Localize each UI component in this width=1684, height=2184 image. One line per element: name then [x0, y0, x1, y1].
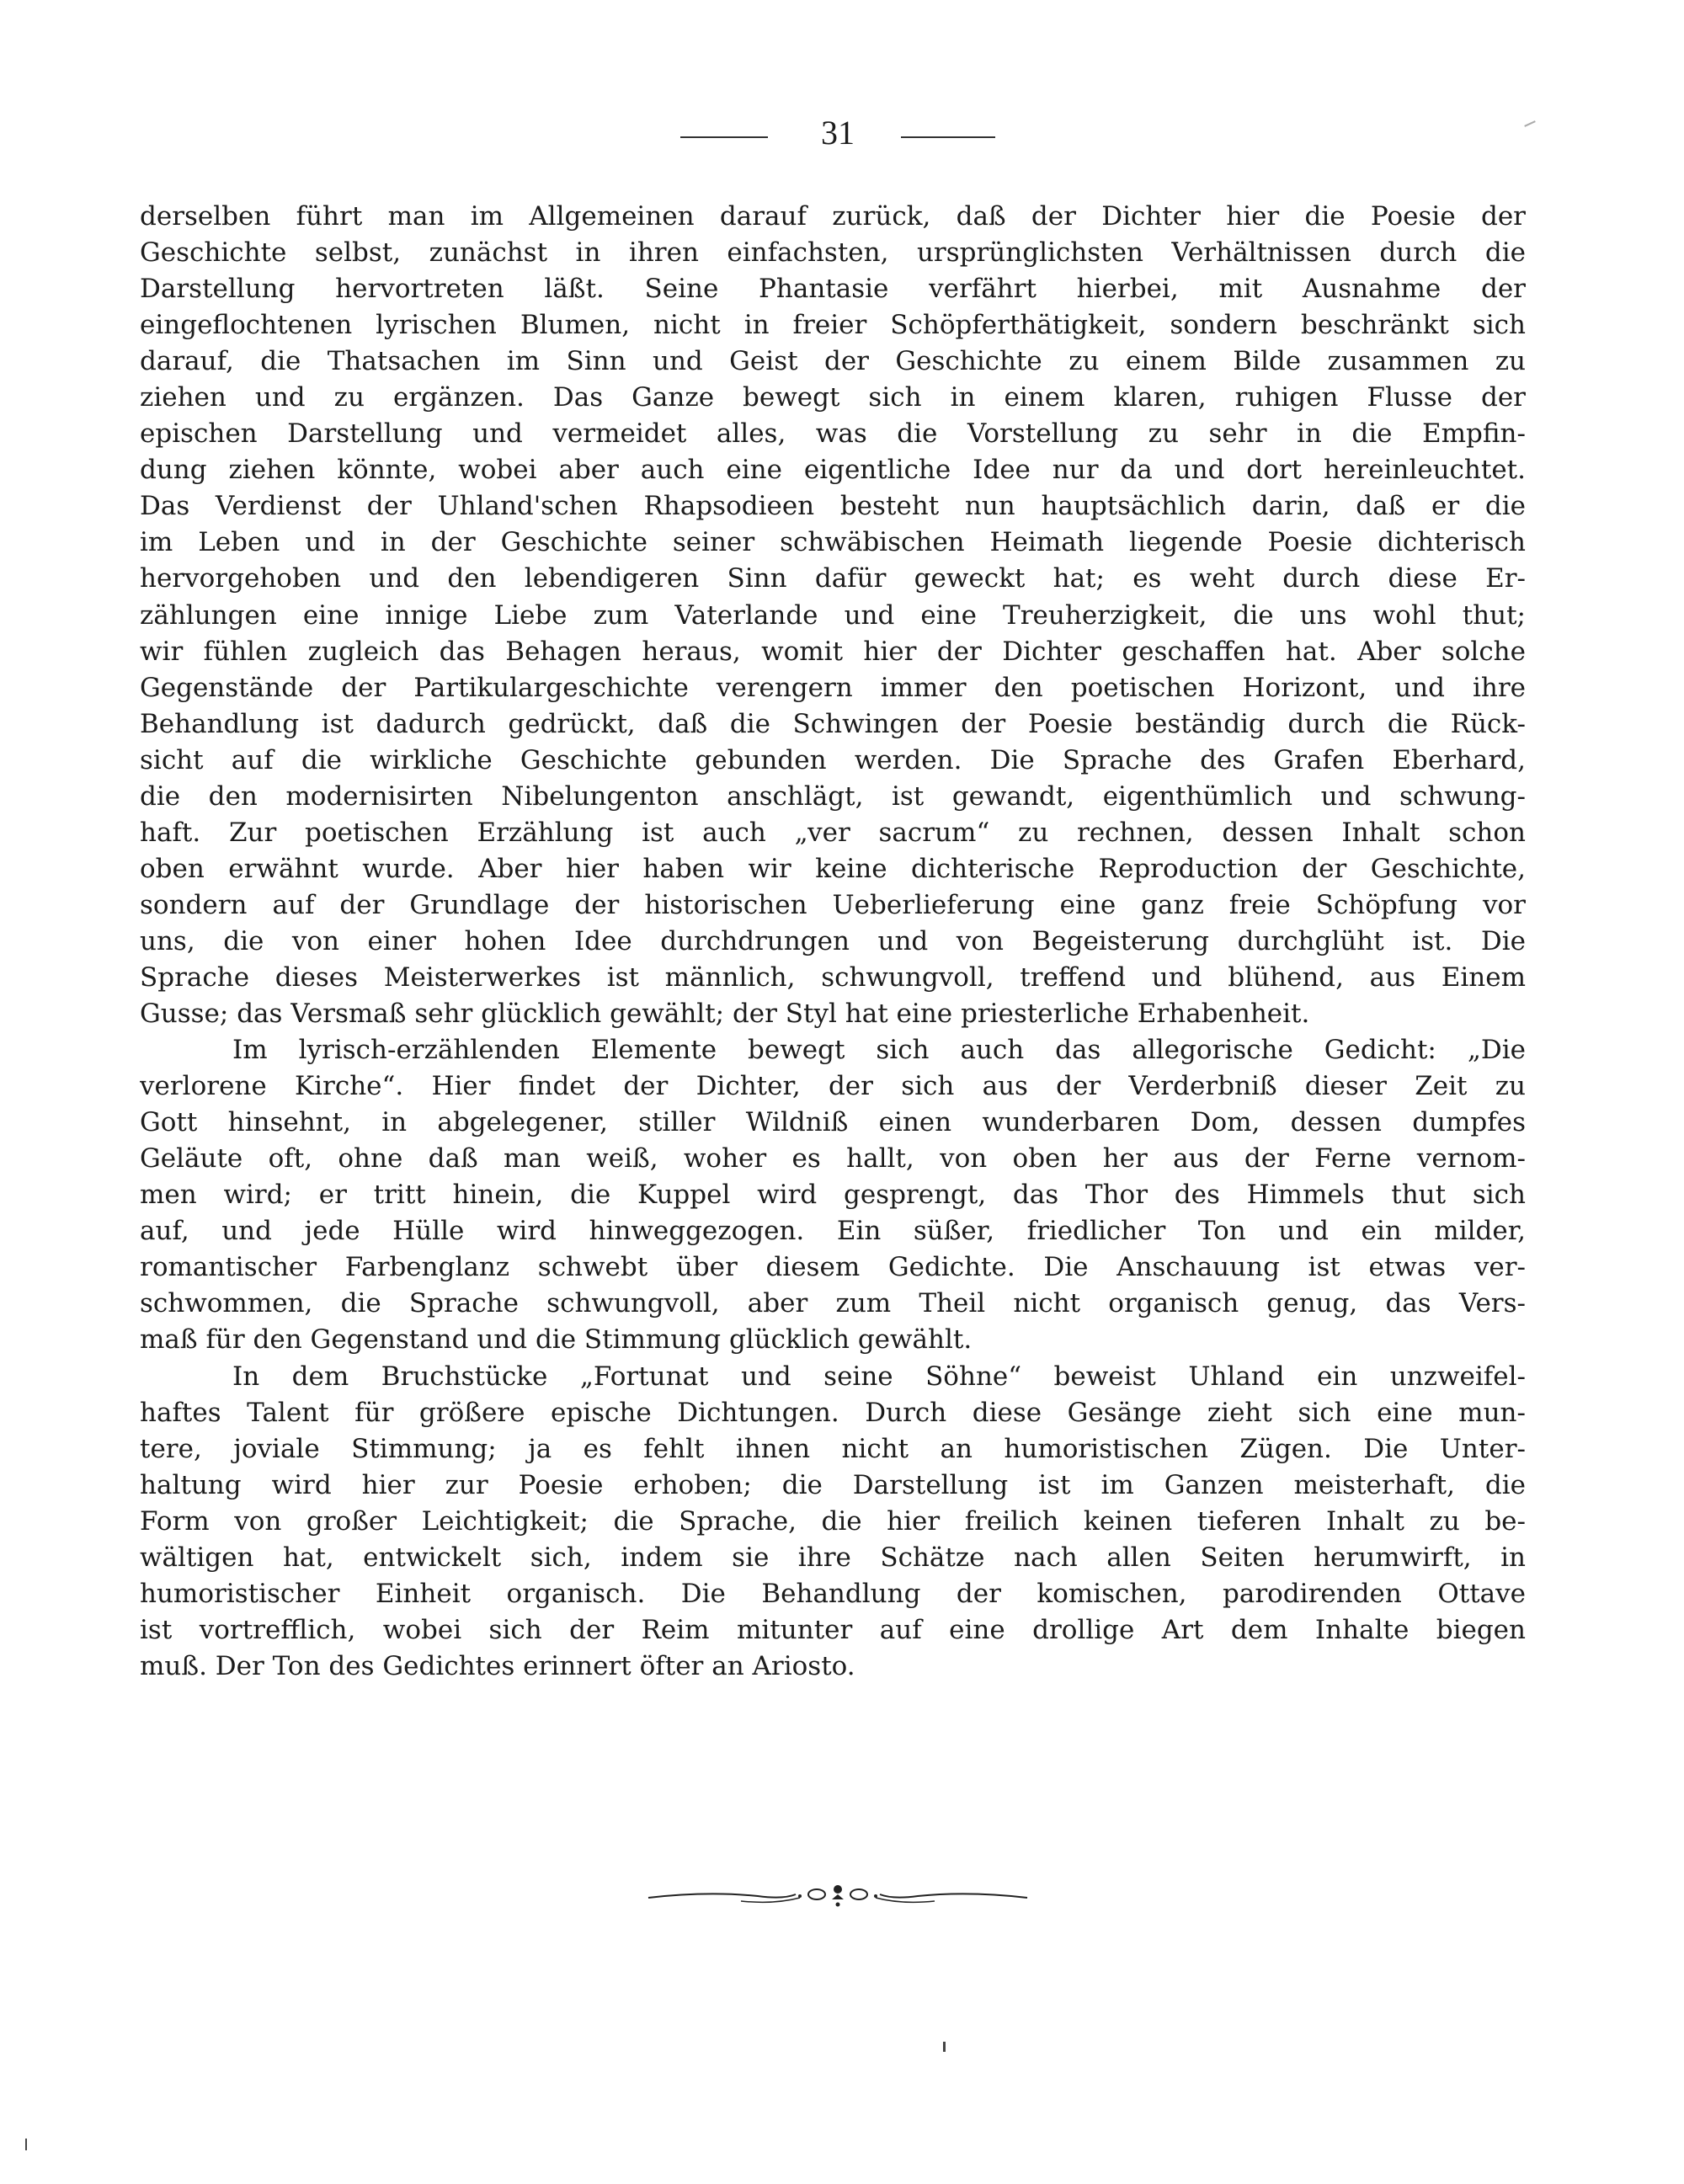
- text-line: Form von großer Leichtigkeit; die Sprache, die hier freilich keinen tieferen Inhalt zu be-: [140, 1505, 1526, 1537]
- text-line: Geläute oft, ohne daß man weiß, woher es hallt, von oben her aus der Ferne vernom-: [140, 1143, 1526, 1175]
- header-rule-left: [680, 136, 768, 138]
- text-line: uns, die von einer hohen Idee durchdrungen und von Begeisterung durchglüht ist. Die: [140, 925, 1526, 956]
- text-line: Im lyrisch-erzählenden Elemente bewegt sich auch das allegorische Gedicht: „Die: [232, 1035, 1526, 1066]
- text-line: ist vortrefflich, wobei sich der Reim mitunter auf eine drollige Art dem Inhalte biegen: [140, 1614, 1526, 1645]
- text-line: schwommen, die Sprache schwungvoll, aber zum Theil nicht organisch genug, das Vers-: [140, 1288, 1526, 1319]
- text-line: Behandlung ist dadurch gedrückt, daß die Schwingen der Poesie beständig durch die Rück-: [140, 708, 1526, 739]
- text-line: humoristischer Einheit organisch. Die Behandlung der komischen, parodirenden Ottave: [140, 1578, 1526, 1609]
- text-line: men wird; er tritt hinein, die Kuppel wird gesprengt, das Thor des Himmels thut sich: [140, 1180, 1526, 1211]
- text-line: verlorene Kirche“. Hier findet der Dichter, der sich aus der Verderbniß dieser Zeit zu: [140, 1071, 1526, 1102]
- page-number: 31: [821, 114, 855, 152]
- text-line: eingeflochtenen lyrischen Blumen, nicht in freier Schöpferthätigkeit, sondern beschränkt sich: [140, 310, 1526, 341]
- text-line: darauf, die Thatsachen im Sinn und Geist der Geschichte zu einem Bilde zusammen zu: [140, 346, 1526, 377]
- text-line: wältigen hat, entwickelt sich, indem sie ihre Schätze nach allen Seiten herumwirft, in: [140, 1542, 1526, 1573]
- text-line: derselben führt man im Allgemeinen darauf zurück, daß der Dichter hier die Poesie der: [140, 201, 1526, 232]
- text-line: haft. Zur poetischen Erzählung ist auch „ver sacrum“ zu rechnen, dessen Inhalt schon: [140, 817, 1526, 848]
- text-line: wir fühlen zugleich das Behagen heraus, womit hier der Dichter geschaffen hat. Aber solche: [140, 636, 1526, 667]
- text-line: haltung wird hier zur Poesie erhoben; die Darstellung ist im Ganzen meisterhaft, die: [140, 1469, 1526, 1500]
- text-line: Gott hinsehnt, in abgelegener, stiller Wildniß einen wunderbaren Dom, dessen dumpfes: [140, 1107, 1526, 1138]
- text-line: Sprache dieses Meisterwerkes ist männlich, schwungvoll, treffend und blühend, aus Einem: [140, 961, 1526, 993]
- text-line: haftes Talent für größere epische Dichtungen. Durch diese Gesänge zieht sich eine mun-: [140, 1397, 1526, 1428]
- text-line: Das Verdienst der Uhland'schen Rhapsodieen besteht nun hauptsächlich darin, daß er die: [140, 491, 1526, 522]
- header-rule-right: [901, 136, 995, 138]
- end-ornament-icon: [640, 1878, 1036, 1911]
- text-line: muß. Der Ton des Gedichtes erinnert öfter an Ariosto.: [140, 1650, 855, 1681]
- text-line: Gegenstände der Partikulargeschichte verengern immer den poetischen Horizont, und ihre: [140, 672, 1526, 703]
- body-text: [140, 199, 1526, 1685]
- page-speck: [25, 2139, 27, 2150]
- page-header: [0, 108, 1684, 158]
- text-line: maß für den Gegenstand und die Stimmung glücklich gewählt.: [140, 1324, 973, 1356]
- text-line: im Leben und in der Geschichte seiner schwäbischen Heimath liegende Poesie dichterisch: [140, 527, 1526, 558]
- text-line: sondern auf der Grundlage der historischen Ueberlieferung eine ganz freie Schöpfung vor: [140, 889, 1526, 920]
- text-line: Geschichte selbst, zunächst in ihren einfachsten, ursprünglichsten Verhältnissen durch die: [140, 237, 1526, 269]
- text-line: tere, joviale Stimmung; ja es fehlt ihnen nicht an humoristischen Zügen. Die Unter-: [140, 1433, 1526, 1464]
- text-line: zählungen eine innige Liebe zum Vaterlande und eine Treuherzigkeit, die uns wohl thut;: [140, 599, 1526, 631]
- text-line: oben erwähnt wurde. Aber hier haben wir keine dichterische Reproduction der Geschichte,: [140, 853, 1526, 884]
- text-line: epischen Darstellung und vermeidet alles, was die Vorstellung zu sehr in die Empfin-: [140, 418, 1526, 450]
- text-line: die den modernisirten Nibelungenton anschlägt, ist gewandt, eigenthümlich und schwung-: [140, 780, 1526, 812]
- text-line: auf, und jede Hülle wird hinweggezogen. Ein süßer, friedlicher Ton und ein milder,: [140, 1216, 1526, 1247]
- text-line: In dem Bruchstücke „Fortunat und seine Söhne“ beweist Uhland ein unzweifel-: [232, 1361, 1526, 1392]
- text-line: hervorgehoben und den lebendigeren Sinn dafür geweckt hat; es weht durch diese Er-: [140, 563, 1526, 594]
- text-line: sicht auf die wirkliche Geschichte gebunden werden. Die Sprache des Grafen Eberhard,: [140, 744, 1526, 775]
- text-line: Darstellung hervortreten läßt. Seine Phantasie verfährt hierbei, mit Ausnahme der: [140, 274, 1526, 305]
- text-line: dung ziehen könnte, wobei aber auch eine eigentliche Idee nur da und dort hereinleuchtet.: [140, 455, 1526, 486]
- text-line: Gusse; das Versmaß sehr glücklich gewählt; der Styl hat eine priesterliche Erhabenheit.: [140, 999, 1310, 1030]
- text-line: romantischer Farbenglanz schwebt über diesem Gedichte. Die Anschauung ist etwas ver-: [140, 1252, 1526, 1283]
- text-line: ziehen und zu ergänzen. Das Ganze bewegt sich in einem klaren, ruhigen Flusse der: [140, 382, 1526, 413]
- page-speck: [943, 2042, 946, 2052]
